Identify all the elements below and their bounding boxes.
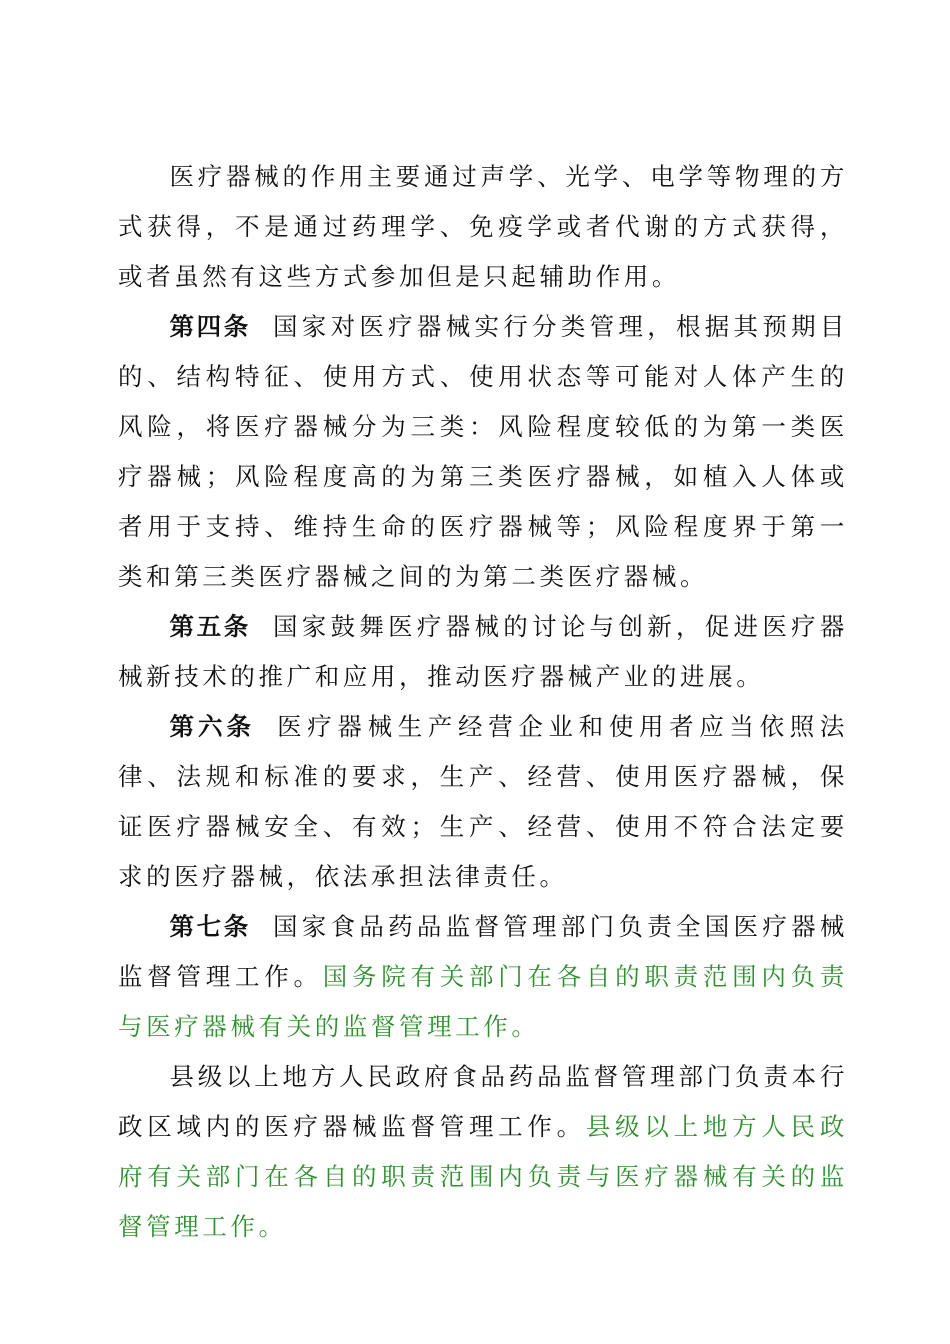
paragraph-device-function xyxy=(118,152,848,302)
paragraph-text: 医疗器械生产经营企业和使用者应当依照法律、法规和标准的要求，生产、经营、使用医疗器械，保证医疗器械安全、有效；生产、经营、使用不符合法定要求的医疗器械，依法承担法律责任。 xyxy=(118,712,848,891)
highlighted-text: 县级以上地方人民政府有关部门在各自的职责范围内负责与医疗器械有关的监督管理工作。 xyxy=(118,1112,848,1241)
paragraph-text: 国家鼓舞医疗器械的讨论与创新，促进医疗器械新技术的推广和应用，推动医疗器械产业的进展。 xyxy=(118,612,849,691)
document-body xyxy=(118,152,848,1252)
paragraph-text: 国家对医疗器械实行分类管理，根据其预期目的、结构特征、使用方式、使用状态等可能对人体产生的风险，将医疗器械分为三类：风险程度较低的为第一类医疗器械；风险程度高的为第三类医疗器械，如植入人体或者用于支持、维持生命的医疗器械等；风险程度界于第一类和第三类医疗器械之间的为第二类医疗器械。 xyxy=(118,312,849,591)
paragraph-article-7 xyxy=(118,902,848,1052)
article-label: 第四条 xyxy=(169,312,251,341)
highlighted-text: 国务院有关部门在各自的职责范围内负责与医疗器械有关的监督管理工作。 xyxy=(118,962,848,1041)
paragraph-article-5 xyxy=(118,602,848,702)
article-label: 第五条 xyxy=(169,612,251,641)
paragraph-article-4 xyxy=(118,302,848,602)
paragraph-text: 县级以上地方人民政府食品药品监督管理部门负责本行政区域内的医疗器械监督管理工作。 xyxy=(118,1062,848,1141)
paragraph-text: 医疗器械的作用主要通过声学、光学、电学等物理的方式获得，不是通过药理学、免疫学或者代谢的方式获得，或者虽然有这些方式参加但是只起辅助作用。 xyxy=(118,162,848,291)
article-label: 第七条 xyxy=(169,912,251,941)
paragraph-article-6 xyxy=(118,702,848,902)
paragraph-local-government xyxy=(118,1052,848,1252)
article-label: 第六条 xyxy=(169,712,256,741)
paragraph-text: 国家食品药品监督管理部门负责全国医疗器械监督管理工作。 xyxy=(118,912,849,991)
